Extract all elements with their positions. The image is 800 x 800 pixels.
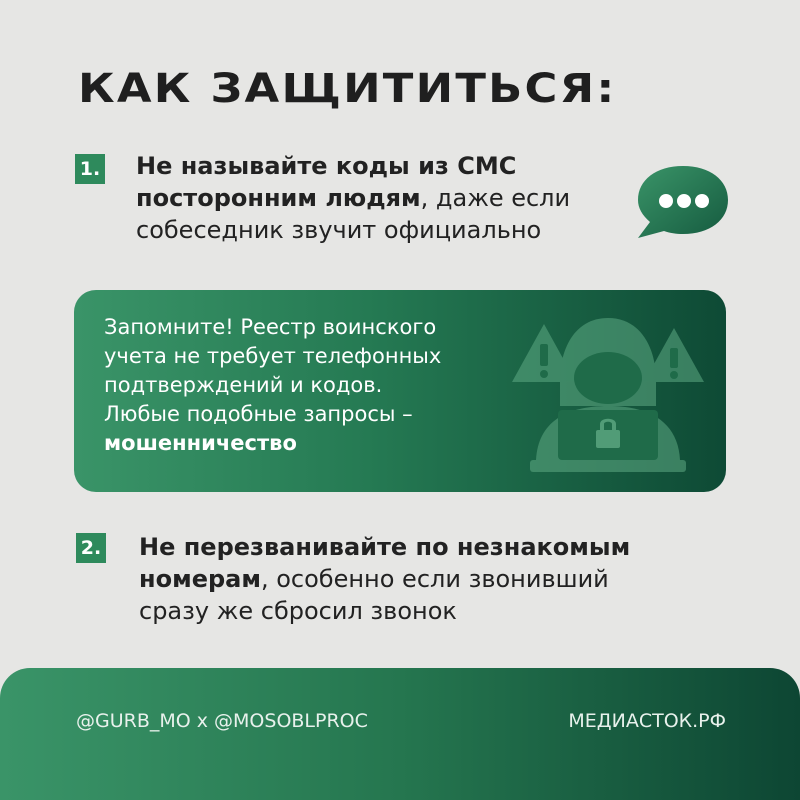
tip-1-line3: собеседник звучит официально xyxy=(136,216,542,244)
page-title: КАК ЗАЩИТИТЬСЯ: xyxy=(78,66,617,112)
tip-1-line2-rest: , даже если xyxy=(420,184,571,212)
chat-bubble-icon xyxy=(634,162,732,240)
tip-2-line1: Не перезванивайте по незнакомым xyxy=(139,533,631,561)
footer-site-link[interactable]: МЕДИАСТОК.РФ xyxy=(568,710,726,732)
tip-1-line1: Не называйте коды из СМС xyxy=(136,152,517,180)
notice-text xyxy=(104,313,441,458)
tip-2-line2-rest: , особенно если звонивший xyxy=(260,565,609,593)
tip-2-line3: сразу же сбросил звонок xyxy=(139,597,457,625)
hacker-warning-icon xyxy=(508,310,706,480)
notice-line-4: Любые подобные запросы – xyxy=(104,402,413,426)
tip-1-line2-bold: посторонним людям xyxy=(136,184,421,212)
notice-card xyxy=(74,290,726,492)
footer-bar xyxy=(0,668,800,800)
tip-2-number: 2. xyxy=(76,533,106,563)
footer-accounts[interactable]: @GURB_MO x @MOSOBLPROC xyxy=(76,710,368,732)
notice-line-3: подтверждений и кодов. xyxy=(104,373,383,397)
notice-line-2: учета не требует телефонных xyxy=(104,344,442,368)
tip-2-text xyxy=(139,531,630,627)
tip-1-number: 1. xyxy=(75,154,105,184)
tip-2-line2-bold: номерам xyxy=(139,565,261,593)
notice-line-1: Запомните! Реестр воинского xyxy=(104,315,437,339)
tip-1-text xyxy=(136,150,570,246)
notice-emphasis: мошенничество xyxy=(104,431,297,455)
